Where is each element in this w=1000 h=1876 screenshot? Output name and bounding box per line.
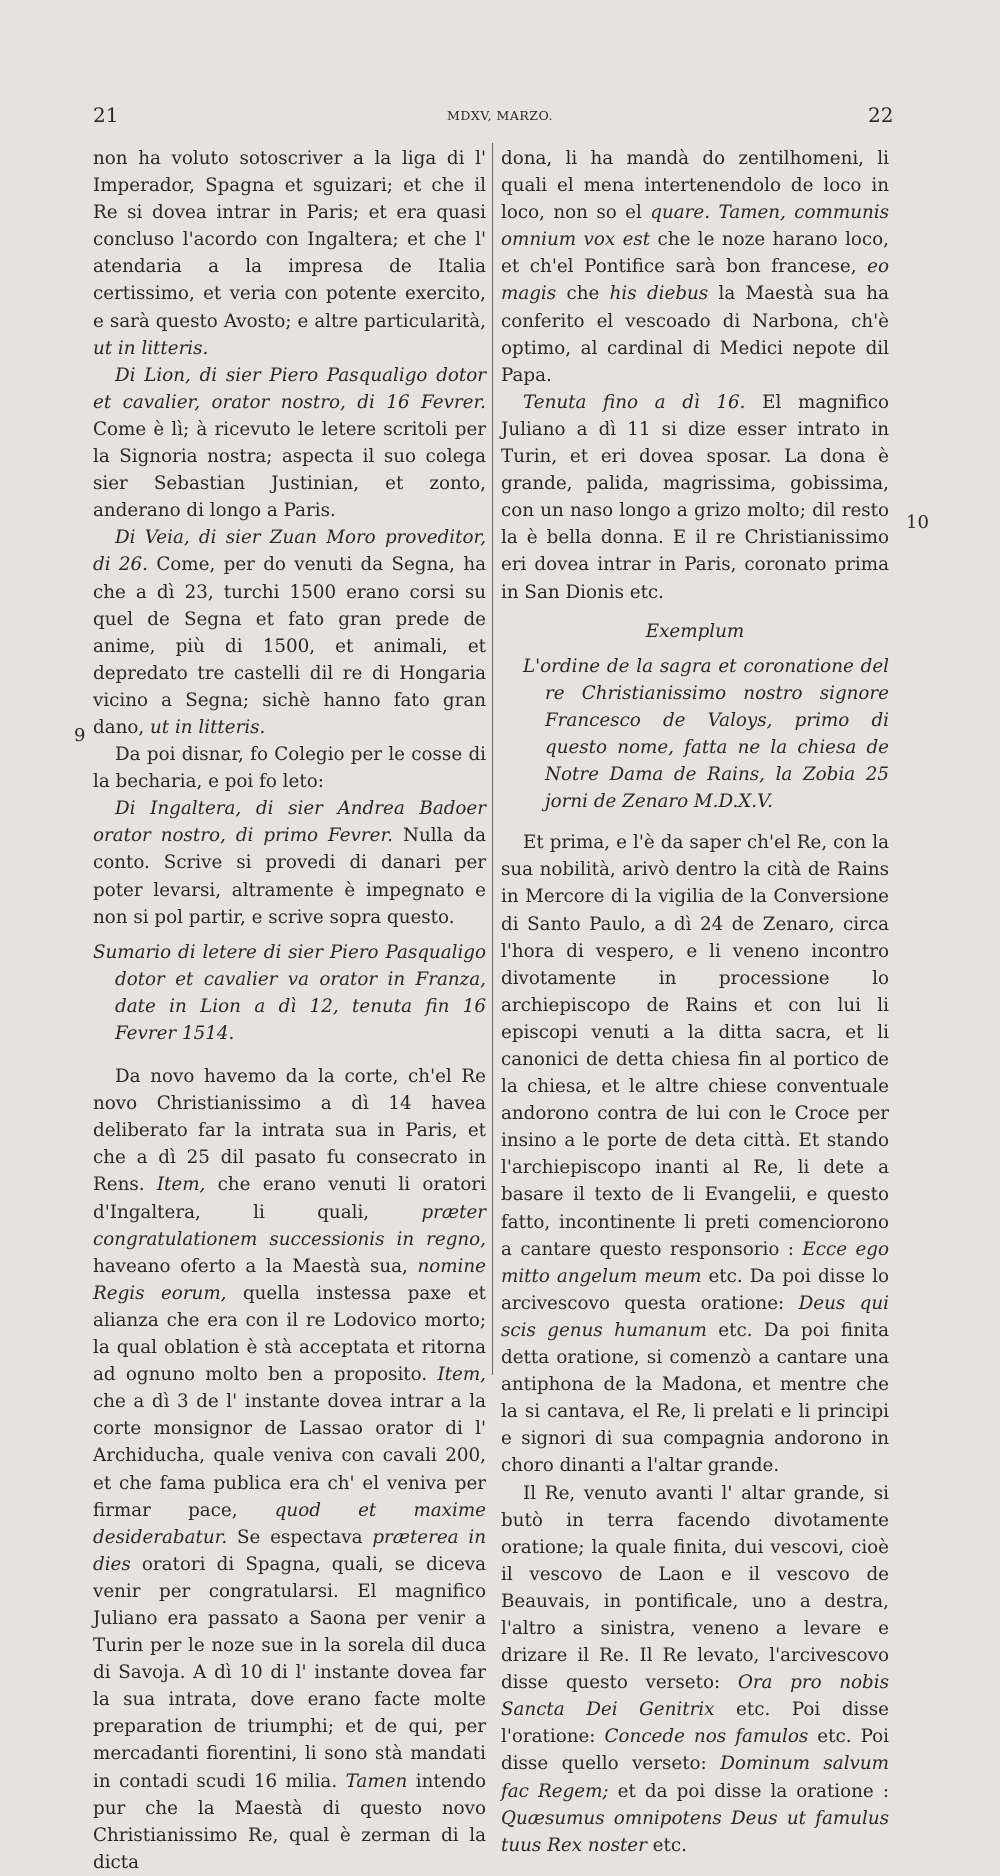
paragraph: Di Ingaltera, di sier Andrea Badoer orator nostro, di primo Fevrer. Nulla da conto. Scrive si provedi di danari per poter levarsi, altramente è impegnato e non si pol partir, e scrive sopra questo. — [93, 798, 487, 928]
section-heading: Sumario di letere di sier Piero Pasqualigo dotor et cavalier va orator in Franza, date in Lion a dì 12, tenuta fin 16 Fevrer 1514. — [93, 941, 486, 1044]
left-column — [93, 145, 486, 1876]
paragraph: Il Re, venuto avanti l' altar grande, si butò in terra facendo divotamente oratione; la quale finita, dui vescovi, cioè il vescovo de Laon e il vescovo de Beauvais, in pontificale, uno a destra, l'altro a sinistra, veneno a levare e drizare il Re. Il Re levato, l'arcivescovo disse questo verseto: Ora pro nobis Sancta Dei Genitrix etc. Poi disse l'oratione: Concede nos famulos etc. Poi disse quello verseto: Dominum salvum fac Regem; et da poi disse la oratione : Quæsumus omnipotens Deus ut famulus tuus Rex noster etc. — [501, 1482, 889, 1856]
page-number-right: 22 — [868, 103, 894, 127]
page-number-left: 21 — [93, 103, 119, 127]
paragraph: non ha voluto sotoscriver a la liga di l' Imperador, Spagna et sguizari; et che il Re si dovea intrar in Paris; et era quasi concluso l'acordo con Ingaltera; et che l' atendaria a la impresa de Italia certissimo, et veria con potente exercito, e sarà questo Avosto; e altre particularità, ut in litteris. — [93, 148, 486, 359]
section-heading: L'ordine de la sagra et coronatione del re Christianissimo nostro signore Francesco de Valoys, primo di questo nome, fatta ne la chiesa de Notre Dama de Rains, la Zobia 25 jorni de Zenaro M.D.X.V. — [523, 655, 889, 813]
margin-line-number-left: 9 — [74, 725, 86, 746]
running-title: MDXV, MARZO. — [447, 108, 553, 123]
paragraph: Di Lion, di sier Piero Pasqualigo dotor et cavalier, orator nostro, di 16 Fevrer. Come è lì; à ricevuto le letere scritoli per la Signoria nostra; aspecta il suo colega sier Sebastian Justinian, et zonto, anderano di longo a Paris. — [93, 364, 486, 522]
right-column — [501, 145, 889, 1859]
column-divider — [492, 143, 493, 1375]
paragraph: Da poi disnar, fo Colegio per le cosse di la becharia, e poi fo leto: — [93, 744, 486, 793]
paragraph: Tenuta fino a dì 16. El magnifico Juliano a dì 11 si dize esser intrato in Turin, et eri dovea sposar. La dona è grande, palida, magrissima, gobissima, con un naso longo a grizo molto; dil resto la è bella donna. E il re Christianissimo eri dovea intrar in Paris, coronato prima in San Dionis etc. — [501, 391, 889, 603]
paragraph: Di Veia, di sier Zuan Moro proveditor, di 26. Come, per do venuti da Segna, ha che a dì 23, turchi 1500 erano corsi su quel de Segna et fato gran prede de anime, più di 1500, et animali, et depredato tre castelli dil re di Hongaria vicino a Segna; sichè hanno fato gran dano, ut in litteris. — [93, 527, 486, 738]
paragraph: Et prima, e l'è da saper ch'el Re, con la sua nobilità, arivò dentro la cità de Rains in Mercore di la vigilia de la Conversione di Santo Paulo, a dì 24 de Zenaro, circa l'hora di vespero, e li veneno incontro divotamente in processione lo archiepiscopo de Rains et con lui li episcopi venuti a la ditta sacra, et li canonici de detta chiesa fin al portico de la chiesa, et le altre chiese conventuale andorono contra de lui con le Croce per insino a le porte de deta città. Et stando l'archiepiscopo inanti al Re, li dete a basare il texto de li Evangelii, e questo fatto, incontinente li preti comenciorono a cantare questo responsorio : Ecce ego mitto angelum meum etc. Da poi disse lo arcivescovo questa oratione: Deus qui scis genus humanum etc. Da poi finita detta oratione, si comenzò a cantare una antiphona de la Madona, et mentre che la si cantava, el Re, li prelati e li principi e signori di sua compagnia andorono in choro dinanti a l'altar grande. — [501, 832, 889, 1477]
margin-line-number-right: 10 — [906, 512, 929, 533]
page-header — [0, 103, 1000, 133]
exemplum-heading: Exemplum — [645, 620, 745, 642]
paragraph: dona, li ha mandà do zentilhomeni, li quali el mena intertenendolo de loco in loco, non so el quare. Tamen, communis omnium vox est che le noze harano loco, et ch'el Pontifice sarà bon francese, eo magis che his diebus la Maestà sua ha conferito el vescoado di Narbona, ch'è optimo, al cardinal di Medici nepote dil Papa. — [501, 148, 889, 386]
paragraph: Da novo havemo da la corte, ch'el Re novo Christianissimo a dì 14 havea deliberato far la intrata sua in Paris, et che a dì 25 dil pasato fu consecrato in Rens. Item, che erano venuti li oratori d'Ingaltera, li quali, præter congratulationem successionis in regno, haveano oferto a la Maestà sua, nomine Regis eorum, quella instessa paxe et alianza che era con il re Lodovico morto; la qual oblation è stà acceptata et ritorna ad ognuno molto ben a proposito. Item, che a dì 3 de l' instante dovea intrar a la corte monsignor de Lassao orator di l' Archiducha, quale veniva con cavali 200, et che fama publica era ch' el veniva per firmar pace, quod et maxime desiderabatur. Se espectava præterea in dies oratori di Spagna, quali, se diceva venir per congratularsi. El magnifico Juliano era passato a Saona per venir a Turin per le noze sue in la sorela dil duca di Savoja. A dì 10 di l' instante dovea far la sua intrata, dove erano facte molte preparation de triumphi; et de qui, per mercadanti fiorentini, li sono stà mandati in contadi scudi 16 milia. Tamen intendo pur che la Maestà di questo novo Christianissimo Re, qual è zerman di la dicta — [93, 1066, 487, 1873]
